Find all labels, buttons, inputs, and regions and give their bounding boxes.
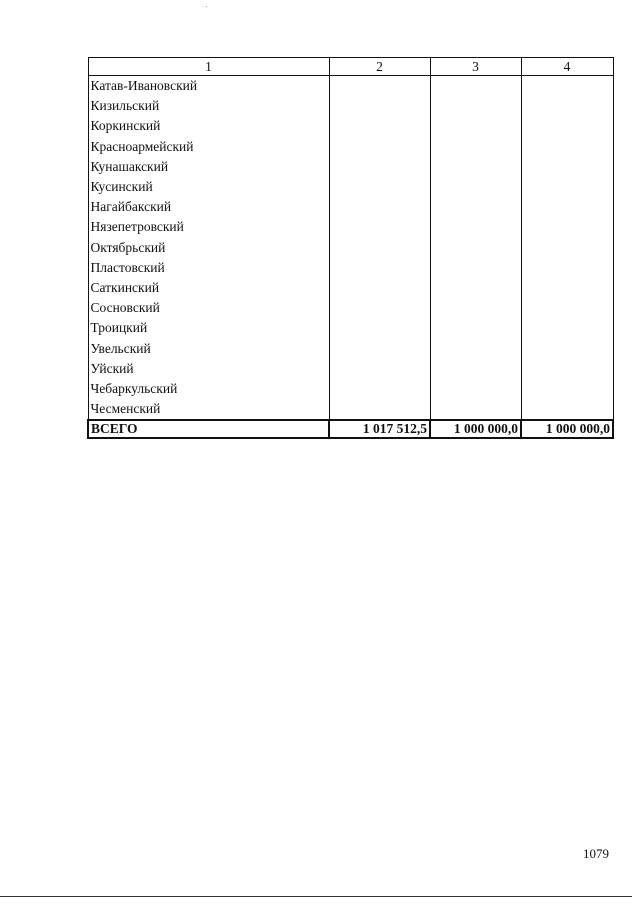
scan-speck: [206, 6, 207, 7]
cell-col-2: [329, 379, 430, 399]
district-name: Нязепетровский: [88, 217, 329, 237]
district-name: Саткинский: [88, 278, 329, 298]
district-name: Увельский: [88, 338, 329, 358]
cell-col-4: [521, 399, 613, 420]
page-number: 1079: [583, 846, 609, 861]
header-col-4: 4: [521, 58, 613, 76]
header-row: [88, 58, 613, 76]
table-row: [88, 258, 613, 278]
header-col-1: 1: [88, 58, 329, 76]
cell-col-2: [329, 278, 430, 298]
cell-col-2: [329, 76, 430, 97]
total-label: ВСЕГО: [88, 420, 329, 438]
total-row: [88, 420, 613, 438]
cell-col-4: [521, 379, 613, 399]
table-row: [88, 76, 613, 97]
cell-col-2: [329, 157, 430, 177]
cell-col-4: [521, 359, 613, 379]
cell-col-2: [329, 359, 430, 379]
cell-col-4: [521, 197, 613, 217]
cell-col-3: [430, 217, 521, 237]
table-row: [88, 338, 613, 358]
cell-col-2: [329, 96, 430, 116]
table-row: [88, 157, 613, 177]
district-name: Сосновский: [88, 298, 329, 318]
cell-col-4: [521, 278, 613, 298]
cell-col-2: [329, 116, 430, 136]
table-row: [88, 177, 613, 197]
district-name: Кунашакский: [88, 157, 329, 177]
cell-col-4: [521, 338, 613, 358]
cell-col-2: [329, 298, 430, 318]
total-col-2: 1 017 512,5: [329, 420, 430, 438]
cell-col-3: [430, 298, 521, 318]
cell-col-3: [430, 137, 521, 157]
table-row: [88, 379, 613, 399]
cell-col-4: [521, 137, 613, 157]
bottom-rule: [0, 896, 632, 897]
cell-col-3: [430, 318, 521, 338]
district-name: Пластовский: [88, 258, 329, 278]
district-name: Катав-Ивановский: [88, 76, 329, 97]
cell-col-3: [430, 379, 521, 399]
cell-col-3: [430, 399, 521, 420]
cell-col-2: [329, 217, 430, 237]
cell-col-3: [430, 278, 521, 298]
cell-col-3: [430, 338, 521, 358]
table-row: [88, 137, 613, 157]
district-name: Чесменский: [88, 399, 329, 420]
table-row: [88, 318, 613, 338]
cell-col-3: [430, 238, 521, 258]
cell-col-4: [521, 238, 613, 258]
cell-col-3: [430, 197, 521, 217]
cell-col-4: [521, 217, 613, 237]
cell-col-3: [430, 177, 521, 197]
district-name: Троицкий: [88, 318, 329, 338]
table-row: [88, 238, 613, 258]
cell-col-4: [521, 76, 613, 97]
cell-col-4: [521, 298, 613, 318]
cell-col-2: [329, 258, 430, 278]
cell-col-2: [329, 238, 430, 258]
cell-col-3: [430, 157, 521, 177]
cell-col-4: [521, 258, 613, 278]
cell-col-2: [329, 399, 430, 420]
cell-col-3: [430, 258, 521, 278]
cell-col-4: [521, 177, 613, 197]
cell-col-3: [430, 116, 521, 136]
district-name: Кизильский: [88, 96, 329, 116]
district-name: Кусинский: [88, 177, 329, 197]
district-name: Уйский: [88, 359, 329, 379]
district-name: Чебаркульский: [88, 379, 329, 399]
table-row: [88, 399, 613, 420]
cell-col-3: [430, 96, 521, 116]
table-row: [88, 217, 613, 237]
district-name: Коркинский: [88, 116, 329, 136]
budget-table: [87, 57, 614, 439]
table-row: [88, 96, 613, 116]
table-row: [88, 359, 613, 379]
total-col-3: 1 000 000,0: [430, 420, 521, 438]
total-col-4: 1 000 000,0: [521, 420, 613, 438]
cell-col-4: [521, 96, 613, 116]
cell-col-4: [521, 157, 613, 177]
cell-col-4: [521, 318, 613, 338]
cell-col-2: [329, 197, 430, 217]
cell-col-2: [329, 338, 430, 358]
district-name: Красноармейский: [88, 137, 329, 157]
cell-col-2: [329, 318, 430, 338]
table-row: [88, 116, 613, 136]
header-col-3: 3: [430, 58, 521, 76]
district-name: Нагайбакский: [88, 197, 329, 217]
table-row: [88, 197, 613, 217]
cell-col-3: [430, 359, 521, 379]
cell-col-3: [430, 76, 521, 97]
cell-col-2: [329, 177, 430, 197]
cell-col-4: [521, 116, 613, 136]
table-row: [88, 278, 613, 298]
cell-col-2: [329, 137, 430, 157]
district-name: Октябрьский: [88, 238, 329, 258]
table-row: [88, 298, 613, 318]
header-col-2: 2: [329, 58, 430, 76]
